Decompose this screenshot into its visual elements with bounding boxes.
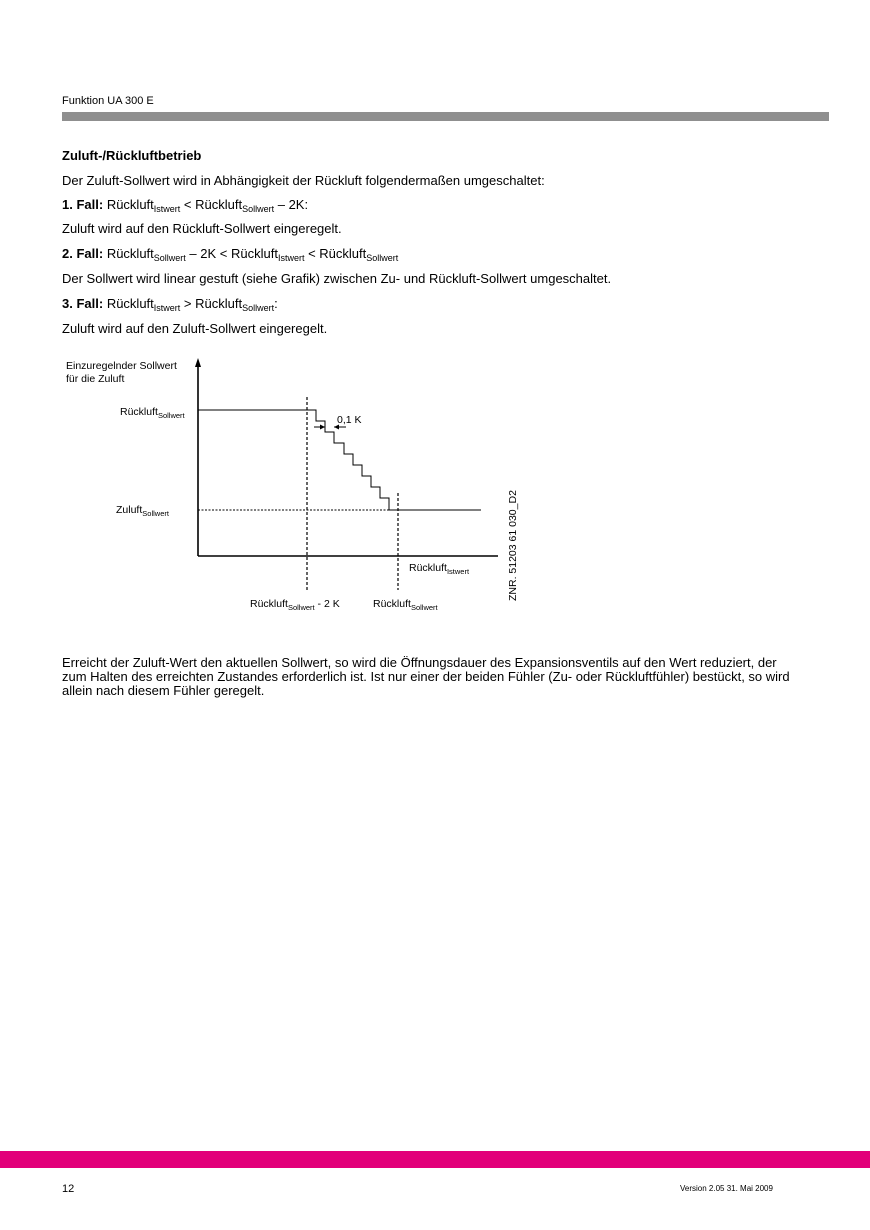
level-high-label: Rückluft$_{Sollwert}$ bbox=[120, 406, 185, 420]
case2-term-b: Rückluft bbox=[230, 246, 278, 261]
case2-term-b-sub: Istwert bbox=[277, 253, 305, 263]
case2-term-c-sub: Sollwert bbox=[366, 253, 399, 263]
case1-label: 1. Fall: bbox=[62, 197, 104, 212]
case3-term-a-sub: Istwert bbox=[153, 303, 181, 313]
case3-op: > bbox=[180, 296, 196, 311]
case1-term-a: Rückluft bbox=[106, 197, 154, 212]
description-paragraph: Erreicht der Zuluft-Wert den aktuellen Sollwert, so wird die Öffnungsdauer des Expansionsventils auf den Wert reduziert, der zum Halten des erreichten Zustandes erforderlich ist. Ist nur einer der beiden Fühler (Zu- oder Rückluftfühler) bestückt, so wird allein nach diesem Fühler geregelt. bbox=[62, 655, 790, 698]
case2-term-a: Rückluft bbox=[106, 246, 154, 261]
step-arrow-right-icon bbox=[320, 425, 325, 430]
y-axis-label-1: Einzuregelnder Sollwert bbox=[66, 360, 177, 372]
case2-result: Der Sollwert wird linear gestuft (siehe Grafik) zwischen Zu- und Rückluft-Sollwert umgeschaltet. bbox=[62, 271, 612, 286]
case1-result: Zuluft wird auf den Rückluft-Sollwert eingeregelt. bbox=[62, 221, 342, 236]
drawing-id: ZNR. 51203 61 030_D2 bbox=[507, 490, 519, 601]
header-title: Funktion UA 300 E bbox=[62, 95, 154, 107]
x-mark1-label: Rückluft$_{Sollwert}$ - 2 K bbox=[250, 598, 340, 612]
x-mark2-label: Rückluft$_{Sollwert}$ bbox=[373, 598, 438, 612]
level-low-label: Zuluft$_{Sollwert}$ bbox=[116, 504, 169, 518]
case1-term-b: Rückluft bbox=[195, 197, 243, 212]
case2-mid1: – 2K < bbox=[185, 246, 231, 261]
case2-term-a-sub: Sollwert bbox=[153, 253, 186, 263]
y-axis-arrow-icon bbox=[195, 358, 201, 367]
x-axis-label: Rückluft$_{Istwert}$ bbox=[409, 562, 470, 576]
y-axis-label-2: für die Zuluft bbox=[66, 373, 125, 385]
case3-term-a: Rückluft bbox=[106, 296, 154, 311]
page-number: 12 bbox=[62, 1183, 75, 1195]
version-info: Version 2.05 31. Mai 2009 bbox=[680, 1184, 773, 1193]
case3-term-b-sub: Sollwert bbox=[242, 303, 275, 313]
case2-mid2: < bbox=[304, 246, 320, 261]
case1-term-a-sub: Istwert bbox=[153, 204, 181, 214]
case3-tail: : bbox=[274, 296, 278, 311]
intro-text: Der Zuluft-Sollwert wird in Abhängigkeit der Rückluft folgendermaßen umgeschaltet: bbox=[62, 173, 545, 188]
footer-bar bbox=[0, 1151, 870, 1168]
case1-op: < bbox=[180, 197, 196, 212]
case2-label: 2. Fall: bbox=[62, 246, 104, 261]
section-title: Zuluft-/Rückluftbetrieb bbox=[62, 148, 202, 163]
case3-term-b: Rückluft bbox=[195, 296, 243, 311]
case1-term-b-sub: Sollwert bbox=[242, 204, 275, 214]
case3-label: 3. Fall: bbox=[62, 296, 104, 311]
case3-result: Zuluft wird auf den Zuluft-Sollwert eingeregelt. bbox=[62, 321, 328, 336]
case2-term-c: Rückluft bbox=[319, 246, 367, 261]
case1-tail: – 2K: bbox=[274, 197, 309, 212]
step-label: 0,1 K bbox=[337, 414, 362, 426]
